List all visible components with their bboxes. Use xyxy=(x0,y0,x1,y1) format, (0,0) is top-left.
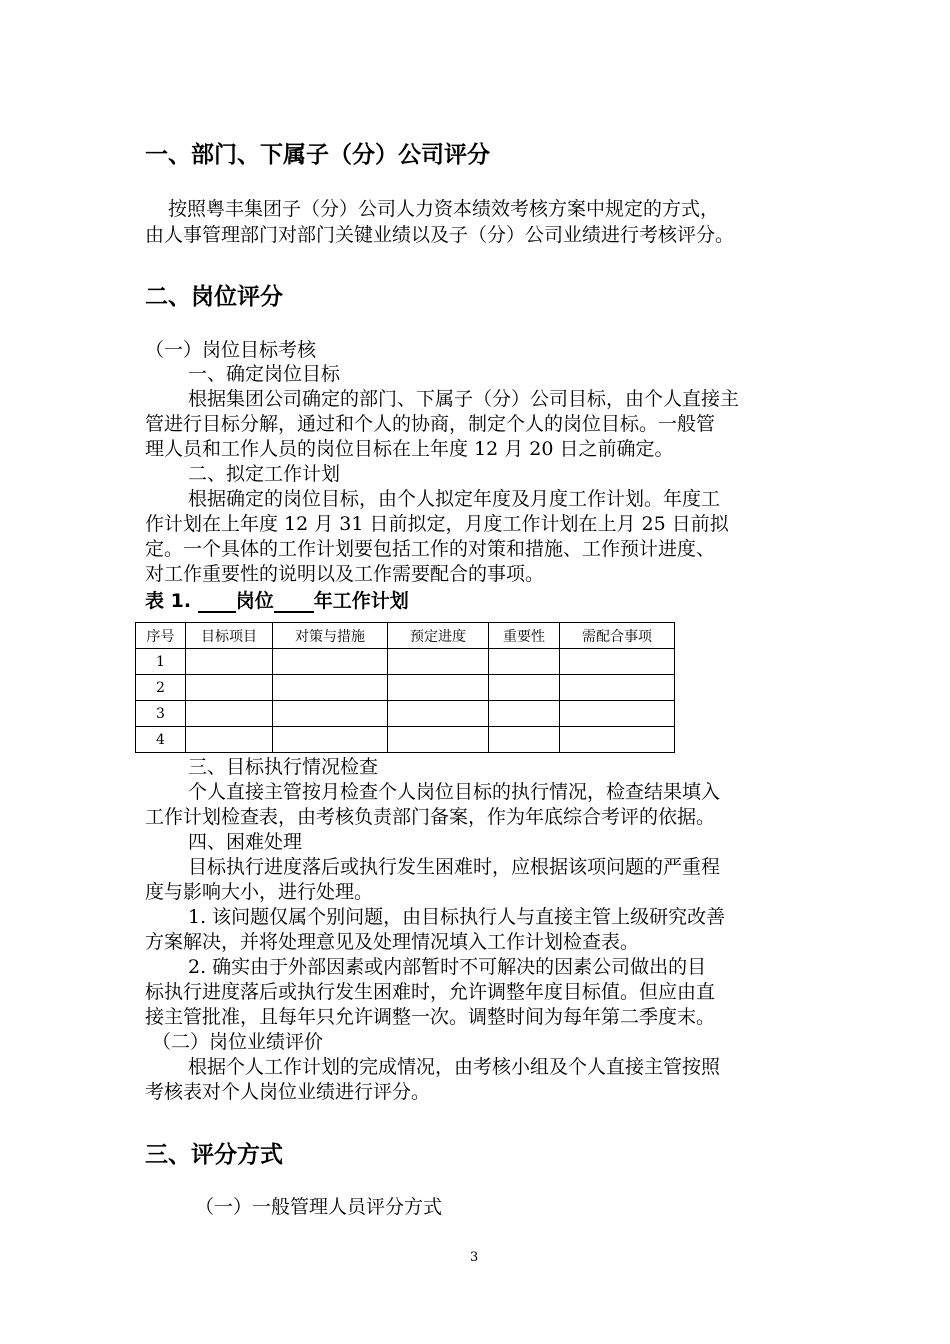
section-1-heading: 一、部门、下属子（分）公司评分 xyxy=(145,142,490,168)
table-cell xyxy=(560,727,675,753)
header-cell: 预定进度 xyxy=(388,623,489,649)
subsection-performance-evaluation: （二）岗位业绩评价 xyxy=(152,1031,324,1053)
paragraph-line: 根据个人工作计划的完成情况，由考核小组及个人直接主管按照 xyxy=(188,1056,721,1078)
table-header-row xyxy=(136,623,675,649)
paragraph-line: 定。一个具体的工作计划要包括工作的对策和措施、工作预计进度、 xyxy=(145,538,716,560)
work-plan-table xyxy=(135,622,675,753)
table-cell xyxy=(186,675,273,701)
table-cell xyxy=(489,649,560,675)
caption-blank xyxy=(274,593,314,613)
table-caption-prefix: 表 1. xyxy=(145,590,192,612)
table-cell xyxy=(560,649,675,675)
table-cell xyxy=(388,649,489,675)
paragraph-line: 根据确定的岗位目标，由个人拟定年度及月度工作计划。年度工 xyxy=(188,488,721,510)
table-cell xyxy=(388,675,489,701)
paragraph-line: 1. 该问题仅属个别问题，由目标执行人与直接主管上级研究改善 xyxy=(188,906,726,928)
paragraph-line: 作计划在上年度 12 月 31 日前拟定，月度工作计划在上月 25 日前拟 xyxy=(145,513,729,535)
header-cell: 目标项目 xyxy=(186,623,273,649)
table-cell xyxy=(388,727,489,753)
table-cell xyxy=(388,701,489,727)
section-1-paragraph-line-1: 按照粤丰集团子（分）公司人力资本绩效考核方案中规定的方式， xyxy=(168,198,720,220)
header-cell: 需配合事项 xyxy=(560,623,675,649)
item-heading-difficulty: 四、困难处理 xyxy=(188,831,303,853)
paragraph-line: 目标执行进度落后或执行发生困难时，应根据该项问题的严重程 xyxy=(188,856,721,878)
row-number: 2 xyxy=(136,675,186,701)
table-cell xyxy=(186,649,273,675)
table-cell xyxy=(186,701,273,727)
paragraph-line: 考核表对个人岗位业绩进行评分。 xyxy=(145,1081,431,1103)
table-cell xyxy=(489,675,560,701)
item-heading-work-plan: 二、拟定工作计划 xyxy=(188,463,341,485)
row-number: 1 xyxy=(136,649,186,675)
table-cell xyxy=(273,701,388,727)
table-row xyxy=(136,675,675,701)
table-cell xyxy=(273,675,388,701)
table-row xyxy=(136,727,675,753)
section-1-paragraph-line-2: 由人事管理部门对部门关键业绩以及子（分）公司业绩进行考核评分。 xyxy=(145,224,735,246)
table-row xyxy=(136,701,675,727)
table-cell xyxy=(489,701,560,727)
paragraph-line: 标执行进度落后或执行发生困难时，允许调整年度目标值。但应由直 xyxy=(145,981,716,1003)
paragraph-line: 工作计划检查表，由考核负责部门备案，作为年底综合考评的依据。 xyxy=(145,806,716,828)
row-number: 3 xyxy=(136,701,186,727)
table-caption-position: 岗位 xyxy=(235,590,274,612)
paragraph-line: 对工作重要性的说明以及工作需要配合的事项。 xyxy=(145,563,545,585)
paragraph-line: 接主管批准，且每年只允许调整一次。调整时间为每年第二季度末。 xyxy=(145,1006,716,1028)
paragraph-line: 2. 确实由于外部因素或内部暂时不可解决的因素公司做出的目 xyxy=(188,956,707,978)
table-cell xyxy=(489,727,560,753)
section-3-heading: 三、评分方式 xyxy=(145,1142,283,1168)
table-cell xyxy=(560,675,675,701)
header-cell: 重要性 xyxy=(489,623,560,649)
table-cell xyxy=(273,727,388,753)
paragraph-line: 理人员和工作人员的岗位目标在上年度 12 月 20 日之前确定。 xyxy=(145,438,674,460)
page-number: 3 xyxy=(470,1250,479,1265)
table-cell xyxy=(186,727,273,753)
paragraph-line: 管进行目标分解，通过和个人的协商，制定个人的岗位目标。一般管 xyxy=(145,413,716,435)
item-heading-execution-check: 三、目标执行情况检查 xyxy=(188,756,379,778)
paragraph-line: 度与影响大小，进行处理。 xyxy=(145,881,374,903)
item-heading-determine-target: 一、确定岗位目标 xyxy=(188,363,341,385)
paragraph-line: 个人直接主管按月检查个人岗位目标的执行情况，检查结果填入 xyxy=(188,781,721,803)
header-cell: 对策与措施 xyxy=(273,623,388,649)
table-cell xyxy=(560,701,675,727)
row-number: 4 xyxy=(136,727,186,753)
paragraph-line: 根据集团公司确定的部门、下属子（分）公司目标，由个人直接主 xyxy=(188,388,740,410)
table-caption-suffix: 年工作计划 xyxy=(313,590,409,612)
header-cell: 序号 xyxy=(136,623,186,649)
subsection-general-management-scoring: （一）一般管理人员评分方式 xyxy=(195,1196,443,1218)
table-cell xyxy=(273,649,388,675)
caption-blank xyxy=(198,593,236,613)
subsection-target-assessment: （一）岗位目标考核 xyxy=(145,339,317,361)
table-caption xyxy=(145,586,409,613)
section-2-heading: 二、岗位评分 xyxy=(145,284,283,310)
table-row xyxy=(136,649,675,675)
paragraph-line: 方案解决，并将处理意见及处理情况填入工作计划检查表。 xyxy=(145,931,640,953)
